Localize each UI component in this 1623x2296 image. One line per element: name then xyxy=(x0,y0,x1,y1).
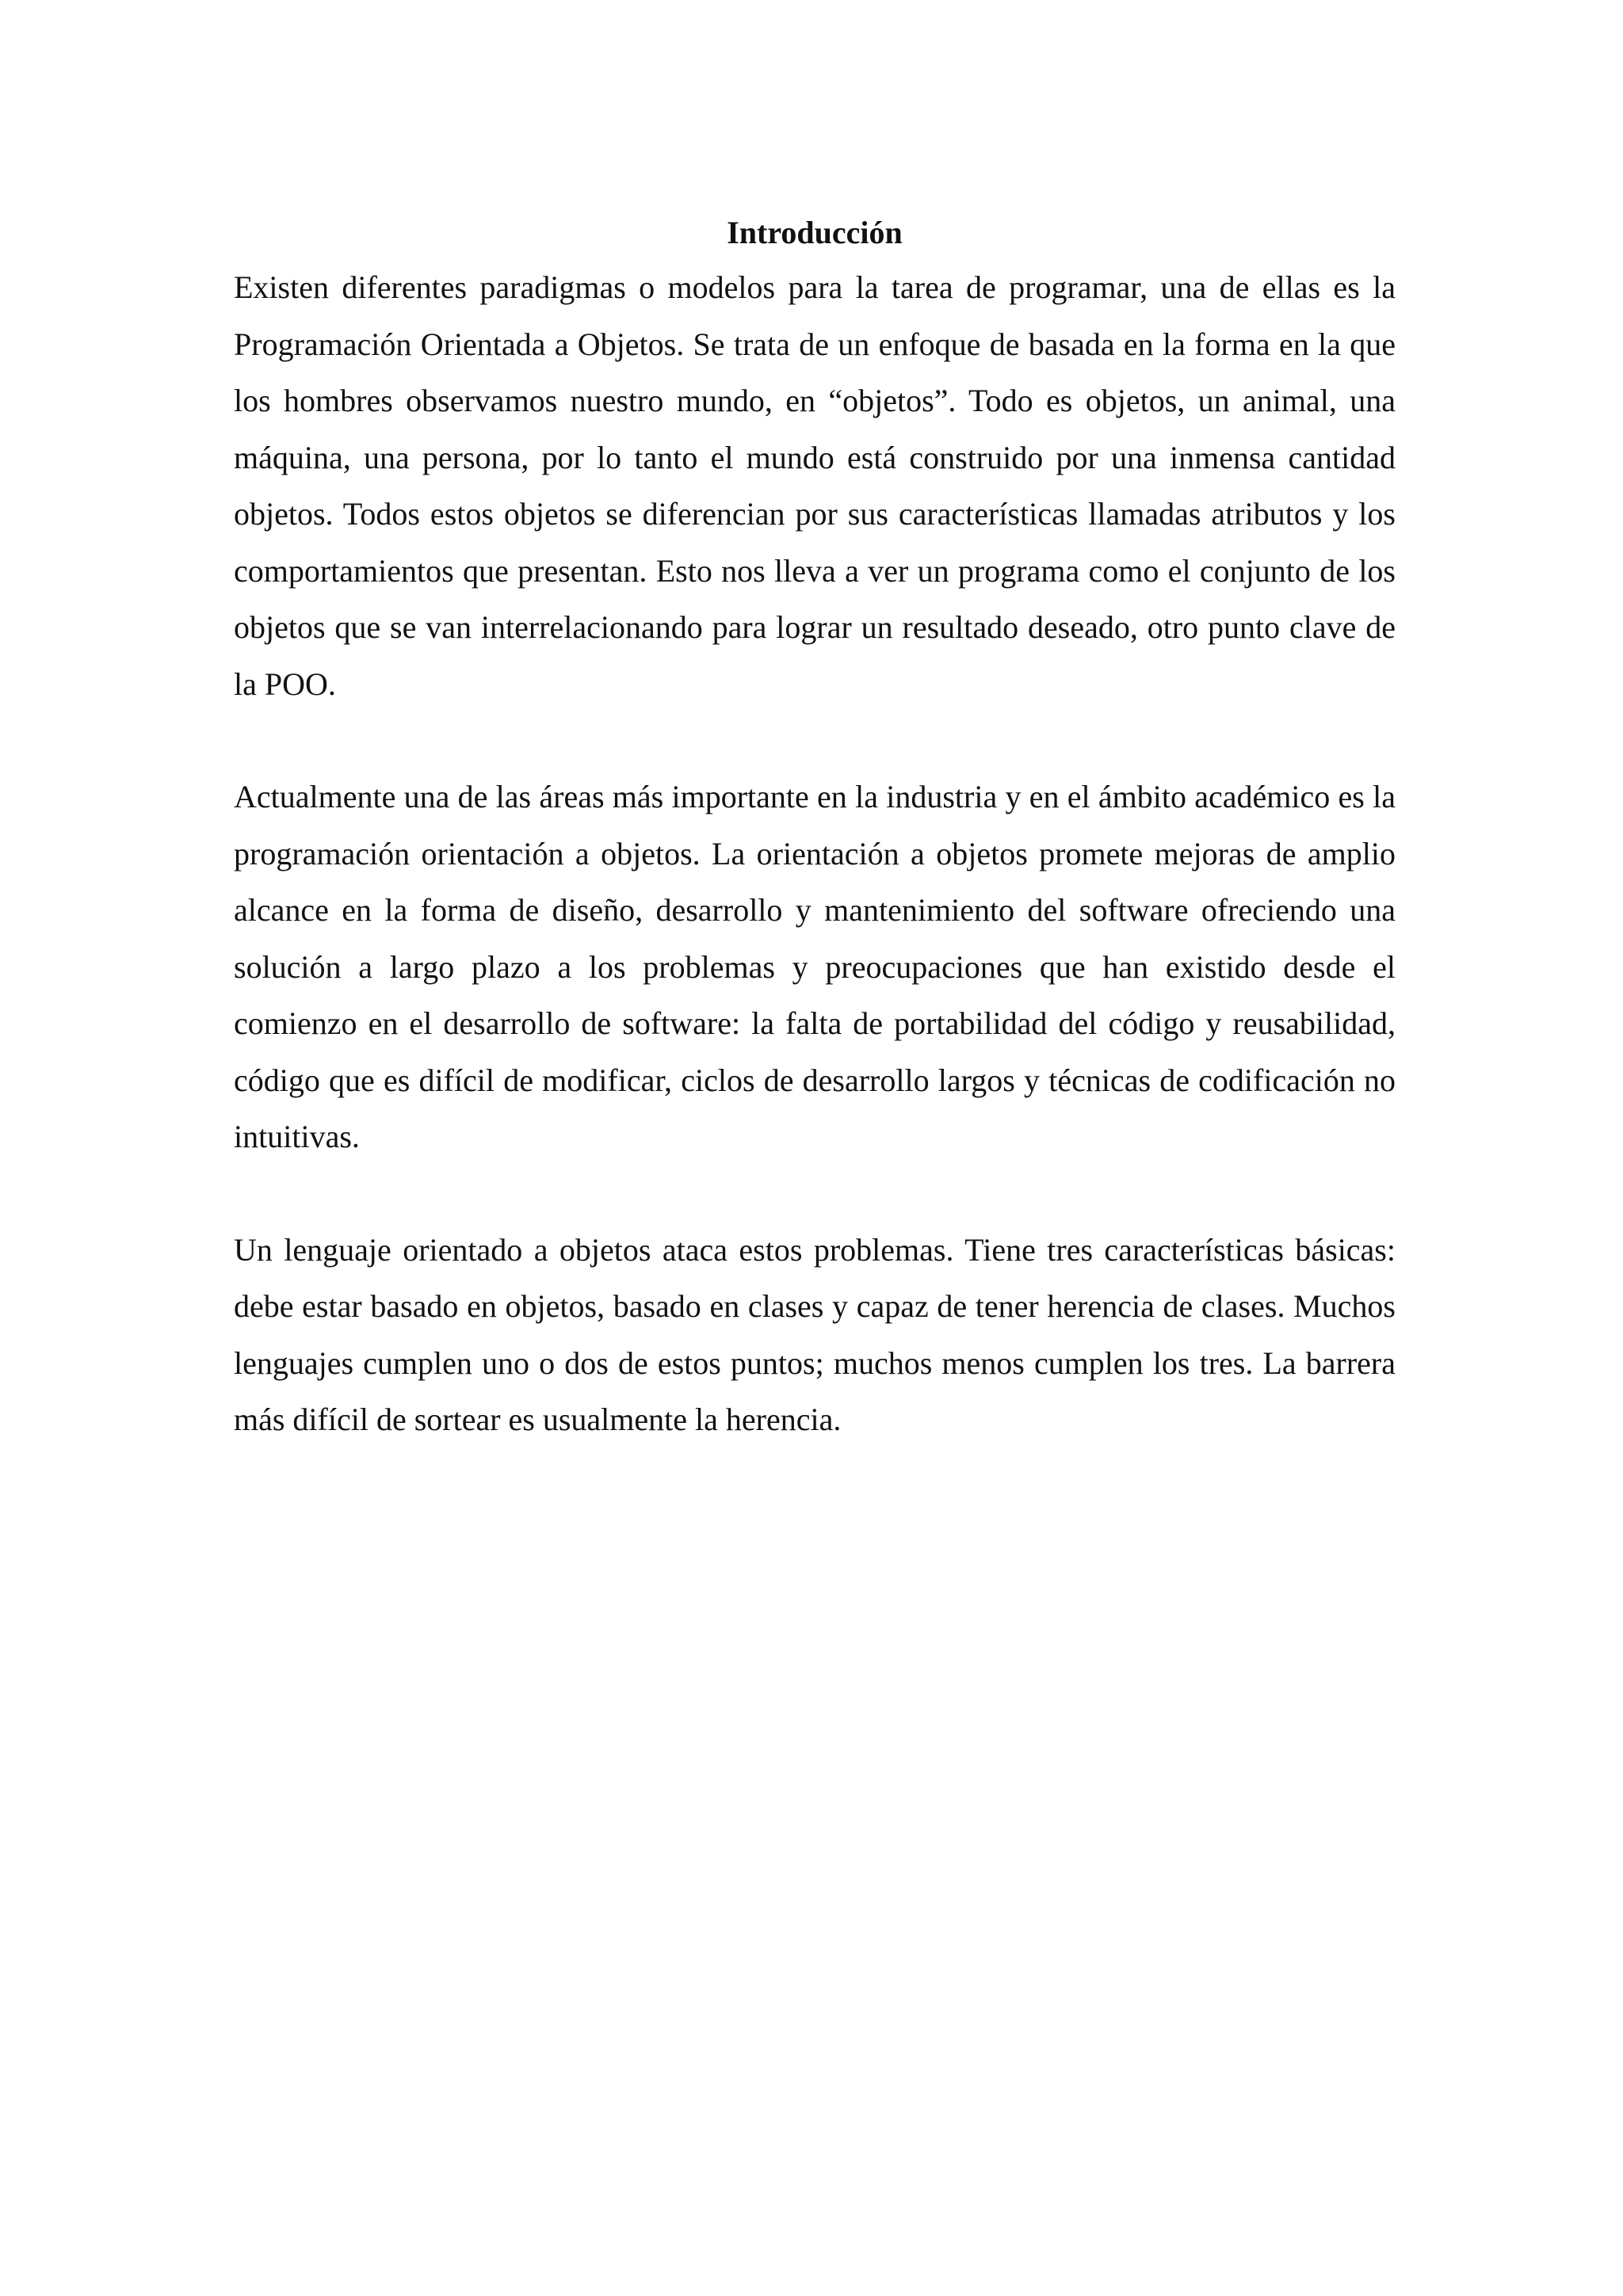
document-body xyxy=(234,212,1396,1448)
page-title: Introducción xyxy=(727,215,903,250)
paragraph-2: Actualmente una de las áreas más importante en la industria y en el ámbito académico es la programación orientación a objetos. La orientación a objetos promete mejoras de amplio alcance en la forma de diseño, desarrollo y mantenimiento del software ofreciendo una solución a largo plazo a los problemas y preocupaciones que han existido desde el comienzo en el desarrollo de software: la falta de portabilidad del código y reusabilidad, código que es difícil de modificar, ciclos de desarrollo largos y técnicas de codificación no intuitivas. xyxy=(234,779,1396,1154)
paragraph-3: Un lenguaje orientado a objetos ataca estos problemas. Tiene tres características básicas: debe estar basado en objetos, basado en clases y capaz de tener herencia de clases. Muchos lenguajes cumplen uno o dos de estos puntos; muchos menos cumplen los tres. La barrera más difícil de sortear es usualmente la herencia. xyxy=(234,1231,1396,1437)
paragraph-1: Existen diferentes paradigmas o modelos para la tarea de programar, una de ellas es la Programación Orientada a Objetos. Se trata de un enfoque de basada en la forma en la que los hombres observamos nuestro mundo, en “objetos”. Todo es objetos, un animal, una máquina, una persona, por lo tanto el mundo está construido por una inmensa cantidad objetos. Todos estos objetos se diferencian por sus características llamadas atributos y los comportamientos que presentan. Esto nos lleva a ver un programa como el conjunto de los objetos que se van interrelacionando para lograr un resultado deseado, otro punto clave de la POO. xyxy=(234,269,1396,702)
